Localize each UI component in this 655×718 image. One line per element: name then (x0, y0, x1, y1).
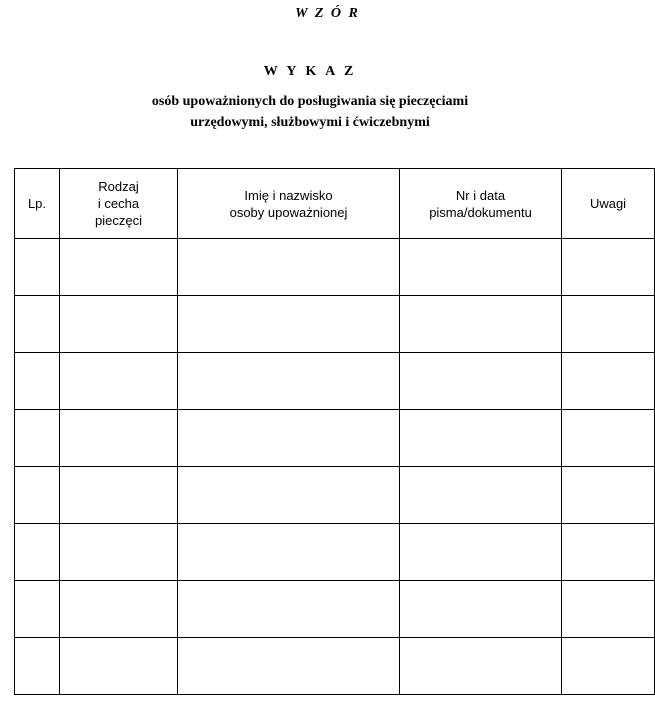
header-remarks-label: Uwagi (589, 196, 627, 211)
cell-document-ref (400, 524, 562, 581)
cell-lp (15, 353, 60, 410)
cell-lp (15, 239, 60, 296)
cell-lp (15, 524, 60, 581)
cell-lp (15, 467, 60, 524)
cell-person-name (178, 239, 400, 296)
cell-remarks (562, 638, 655, 695)
table-row (15, 353, 655, 410)
cell-lp (15, 581, 60, 638)
header-cell-person-name (178, 169, 400, 239)
header-cell-stamp-type (60, 169, 178, 239)
cell-document-ref (400, 239, 562, 296)
header-cell-lp (15, 169, 60, 239)
cell-remarks (562, 581, 655, 638)
table-header (15, 169, 655, 239)
template-label: W Z Ó R (295, 6, 360, 21)
cell-document-ref (400, 296, 562, 353)
header-person-name-line: Imię i nazwisko (244, 187, 333, 203)
cell-person-name (178, 410, 400, 467)
cell-document-ref (400, 581, 562, 638)
cell-remarks (562, 353, 655, 410)
header-lp-label: Lp. (27, 196, 47, 211)
cell-remarks (562, 296, 655, 353)
table-row (15, 524, 655, 581)
cell-remarks (562, 524, 655, 581)
table-row (15, 239, 655, 296)
header-stamp-type-line: pieczęci (95, 213, 142, 228)
header-row (15, 169, 655, 239)
cell-stamp-type (60, 524, 178, 581)
cell-stamp-type (60, 467, 178, 524)
cell-stamp-type (60, 410, 178, 467)
cell-remarks (562, 467, 655, 524)
cell-stamp-type (60, 638, 178, 695)
header-document-ref-line: Nr i data (455, 187, 506, 203)
cell-person-name (178, 353, 400, 410)
header-stamp-type-line: i cecha (97, 196, 140, 211)
header-stamp-type-line: Rodzaj (98, 179, 139, 194)
table-row (15, 410, 655, 467)
cell-person-name (178, 467, 400, 524)
cell-person-name (178, 638, 400, 695)
cell-lp (15, 638, 60, 695)
header-person-name-line: osoby upoważnionej (229, 204, 348, 220)
header-cell-remarks (562, 169, 655, 239)
subtitle-line-1: osób upoważnionych do posługiwania się pieczęciami (151, 94, 469, 109)
cell-stamp-type (60, 239, 178, 296)
persons-table (14, 168, 655, 695)
cell-lp (15, 296, 60, 353)
cell-document-ref (400, 467, 562, 524)
cell-person-name (178, 296, 400, 353)
cell-document-ref (400, 353, 562, 410)
cell-stamp-type (60, 353, 178, 410)
cell-person-name (178, 524, 400, 581)
cell-stamp-type (60, 296, 178, 353)
cell-person-name (178, 581, 400, 638)
table-row (15, 581, 655, 638)
table-row (15, 296, 655, 353)
document-title: W Y K A Z (263, 64, 357, 79)
table-row (15, 467, 655, 524)
cell-remarks (562, 239, 655, 296)
cell-document-ref (400, 410, 562, 467)
header-cell-document-ref (400, 169, 562, 239)
cell-lp (15, 410, 60, 467)
cell-remarks (562, 410, 655, 467)
table-row (15, 638, 655, 695)
document-subtitle (0, 91, 620, 133)
cell-document-ref (400, 638, 562, 695)
cell-stamp-type (60, 581, 178, 638)
header-document-ref-line: pisma/dokumentu (429, 204, 532, 220)
table-body (15, 239, 655, 695)
subtitle-line-2: urzędowymi, służbowymi i ćwiczebnymi (190, 115, 430, 130)
